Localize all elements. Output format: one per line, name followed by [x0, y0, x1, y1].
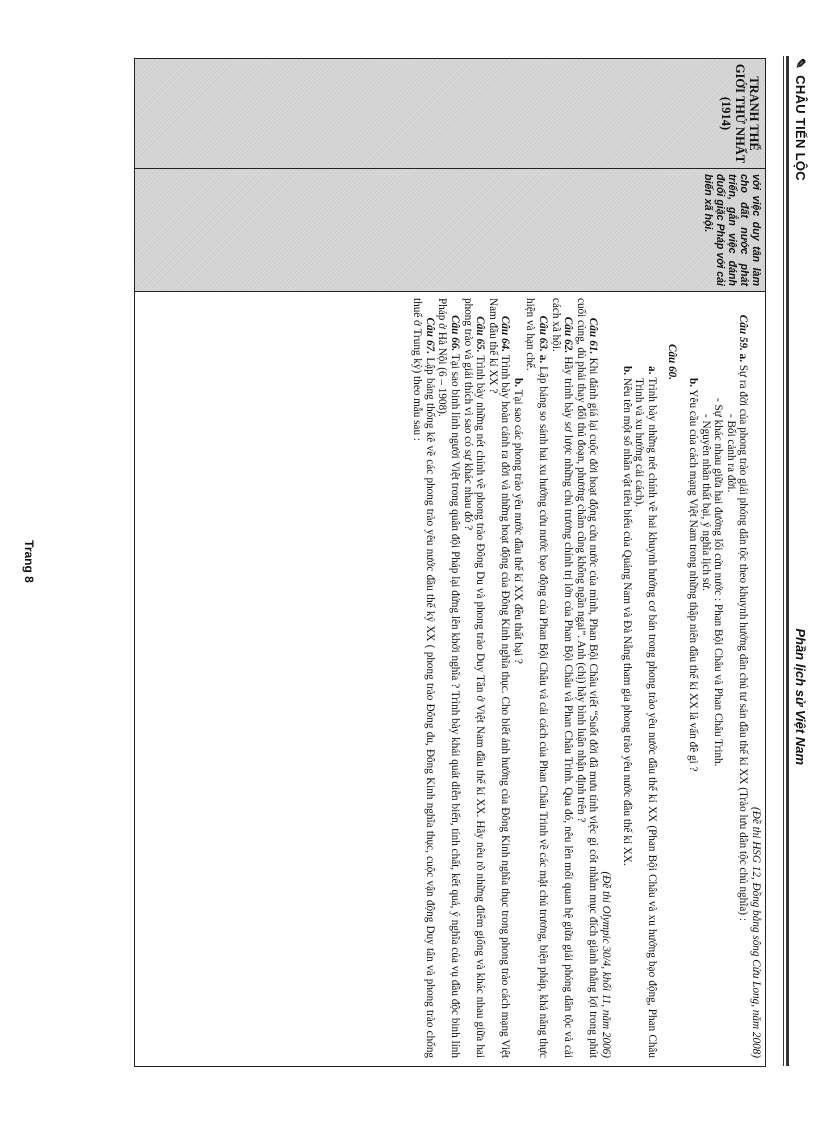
table-row	[135, 59, 766, 1067]
sub-item: - Nguyên nhân thất bại, ý nghĩa lịch sử.	[699, 414, 712, 591]
question-label: Câu 59.	[737, 314, 750, 351]
question-text: Tại sao các phong trào yêu nước đầu thế kỉ XX đều thất bại ?	[511, 389, 524, 664]
question-59	[737, 298, 750, 1058]
question-label: Câu 66.	[448, 315, 461, 352]
question-label: Câu 62.	[562, 316, 575, 354]
spacer	[678, 298, 686, 1058]
question-label: Câu 61.	[587, 317, 600, 355]
question-label: Câu 65.	[474, 316, 487, 353]
topic-cell	[135, 59, 766, 169]
question-label: Câu 60.	[666, 344, 679, 381]
item-mark: a.	[737, 353, 750, 363]
question-text: Lập bảng thống kê về các phong trào yêu nước đầu thế kỷ XX ( phong trào Đông du, Đông Kinh nghĩa thục, cuộc vận động Duy tân và phong trào chống thuế ở Trung kỳ) theo mẫu sau :	[411, 298, 436, 1059]
question-text: Trình bày những nét chính về phong trào Đông Du và phong trào Duy Tân ở Việt Nam đầu thế kỉ XX. Hãy nêu rõ những điểm giống và khác nhau giữa hai phong trào và giải thích vì sao có sự khác nhau đó ?	[461, 298, 487, 1058]
question-text: Khi đánh giá lại cuộc đời hoạt động cứu nước của mình, Phan Bội Châu viết “Suốt đời đã mưu tính việc gì cốt nhằm mục đích giành thắng lợi trong phút cuối cùng, dù phải thay đổi thủ đoạn, phương châm cũng không ngần ngại”. Anh (chị) hãy bình luận nhận định trên ?	[574, 298, 600, 1059]
question-61	[574, 298, 599, 1058]
question-text: Hãy trình bày sơ lược những chủ trương chính trị lớn của Phan Bội Châu và Phan Châu Trinh. Qua đó, nêu lên mối quan hệ giữa giải phóng dân tộc và cải cách xã hội.	[549, 298, 575, 1059]
page-number: Trang 8	[22, 540, 36, 583]
header-rule	[786, 56, 789, 1066]
question-label: Câu 67.	[423, 317, 436, 355]
source-note: (Đề thi Olympic 30/4, khối 11, năm 2006)	[600, 871, 613, 1058]
question-text: Nêu tên một số nhân vật tiêu biểu của Quảng Nam và Đà Nẵng tham gia phong trào yêu nước đầu thế kỉ XX.	[620, 377, 633, 866]
question-text: Trình bày những nét chính về hai khuynh hướng cơ bản trong phong trào yêu nước đầu thế kỉ XX (Phan Bội Châu và xu hướng bạo động, Phan Châu Trinh và xu hướng cải cách).	[633, 377, 658, 1058]
source-note: (Đề thi HSG 12, Đồng bằng sông Cửu Long, năm 2008)	[750, 807, 762, 1058]
item-mark: a.	[537, 354, 550, 364]
spacer	[658, 298, 666, 1058]
pen-icon: ✎	[793, 58, 808, 70]
sub-item: - Sự khác nhau giữa hai đường lối cứu nước : Phan Bội Châu và Phan Châu Trinh.	[712, 398, 725, 767]
question-text: Sự ra đời của phong trào giải phóng dân tộc theo khuynh hướng dân chủ tư sản đầu thế kỉ XX (Trào lưu dân tộc chủ nghĩa) :	[737, 364, 750, 921]
question-text: Lập bảng so sánh hai xu hướng cứu nước bạo động của Phan Bội Châu và cải cách của Phan Châu Trinh về các mặt chủ trương, biện pháp, khả năng thực hiện và hạn chế.	[524, 298, 550, 1059]
question-label: Câu 64.	[499, 315, 512, 353]
question-62	[549, 298, 574, 1058]
item-mark: b.	[687, 378, 700, 388]
question-66	[436, 298, 461, 1058]
question-65	[461, 298, 486, 1058]
question-text: Tại sao binh lính người Việt trong quân đội Pháp lại đứng lên khởi nghĩa ? Trình bày khái quát diễn biến, tính chất, kết quả, ý nghĩa của vụ đầu độc binh lính Pháp ở Hà Nội (6 – 1908).	[436, 298, 461, 1058]
item-mark: b.	[620, 366, 633, 376]
topic-title: TRANH THẾ GIỚI THỨ NHẤT (1914)	[719, 63, 761, 164]
header-subject: Phần lịch sử Việt Nam	[793, 628, 808, 765]
question-text: Yêu cầu của cách mạng Việt Nam trong những thập niên đầu thế kỉ XX là vấn đề gì ?	[687, 389, 700, 772]
item-mark: a.	[645, 366, 658, 375]
content-table	[134, 58, 766, 1067]
spacer	[612, 298, 620, 1058]
questions-cell	[135, 292, 766, 1067]
header-rule-thin	[783, 56, 784, 1066]
question-63	[524, 298, 549, 1058]
question-64	[486, 298, 511, 1058]
question-63-b	[511, 298, 524, 1058]
question-60-a	[633, 298, 658, 1058]
item-mark: b.	[511, 378, 524, 388]
topic-description: với việc duy tân làm cho đất nước phát triển, gắn việc đánh đuổi giặc Pháp với cải biến xã hội.	[702, 174, 762, 286]
header-author	[792, 58, 808, 181]
questions-content	[408, 292, 765, 1066]
question-60-b	[620, 298, 633, 1058]
description-cell	[135, 169, 766, 292]
author-name: CHÂU TIẾN LỘC	[793, 75, 808, 181]
question-label: Câu 63.	[537, 315, 550, 352]
question-60	[666, 298, 679, 1058]
question-59-b	[686, 298, 699, 1058]
sub-item: - Bối cảnh ra đời.	[724, 414, 737, 493]
question-text: Trình bày hoàn cảnh ra đời và những hoạt động của Đông Kinh nghĩa thục. Cho biết ảnh hưởng của Đông Kinh nghĩa thục trong phong trào cách mạng Việt Nam đầu thế kỉ XX ?	[486, 298, 512, 1058]
question-67	[411, 298, 436, 1058]
